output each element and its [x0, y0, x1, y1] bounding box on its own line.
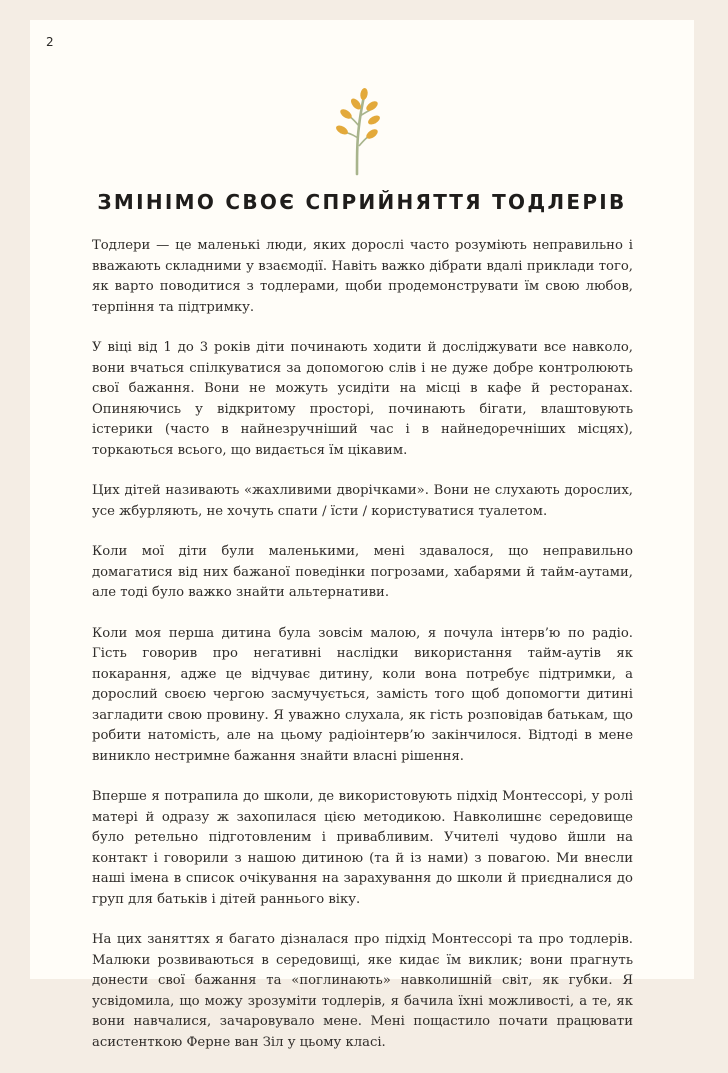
page-title: ЗМІНІМО СВОЄ СПРИЙНЯТТЯ ТОДЛЕРІВ — [97, 190, 627, 214]
paragraph: Коли моя перша дитина була зовсім малою, я почула інтерв’ю по радіо. Гість говорив про негативні наслідки використання тайм-аутів як покарання, адже це відчуває дитину, коли вона потребує підтримки, а дорослий своєю чергою засмучується, замість того щоб допомогти дитині загладити свою провину. Я уважно слухала, як гість розповідав батькам, що робити натомість, але на цьому радіоінтерв’ю закінчилося. Відтоді в мене виникло нестримне бажання знайти власні рішення. — [92, 625, 633, 764]
paragraph: У віці від 1 до 3 років діти починають ходити й досліджувати все навколо, вони вчаться спілкуватися за допомогою слів і не дуже добре контролюють свої бажання. Вони не можуть усидіти на місці в кафе й ресторанах. Опиняючись у відкритому просторі, починають бігати, влаштовують істерики (часто в найнезручніший час і в найнедоречніших місцях), торкаються всього, що видається їм цікавим. — [92, 340, 633, 458]
paragraph: Тодлери — це маленькі люди, яких дорослі часто розуміють неправильно і вважають складними у взаємодії. Навіть важко дібрати вдалі приклади того, як варто поводитися з тодлерами, щоби продемонструвати їм свою любов, терпіння та підтримку. — [92, 238, 633, 315]
paragraph: На цих заняттях я багато дізналася про підхід Монтессорі та про тодлерів. Малюки розвиваються в середовищі, яке кидає їм виклик; вони прагнуть донести свої бажання та «поглинають» навколишній світ, як губки. Я усвідомила, що можу зрозуміти тодлерів, я бачила їхні можливості, а те, як вони навчалися, зачаровувало мене. Мені пощастило почати працювати асистенткою Ферне ван Зіл у цьому класі. — [92, 932, 633, 1050]
paragraph: Коли мої діти були маленькими, мені здавалося, що неправильно домагатися від них бажаної поведінки погрозами, хабарями й тайм-аутами, але тоді було важко знайти альтернативи. — [92, 544, 633, 600]
paragraph: Цих дітей називають «жахливими дворічками». Вони не слухають дорослих, усе жбурляють, не хочуть спати / їсти / користуватися туалетом. — [92, 483, 633, 519]
book-page — [30, 20, 694, 1050]
paragraph: Вперше я потрапила до школи, де використовують підхід Монтессорі, у ролі матері й одразу ж захопилася цією методикою. Навколишнє середовище було ретельно підготовленим і привабливим. Учителі чудово йшли на контакт і говорили з нашою дитиною (та й із нами) з повагою. Ми внесли наші імена в список очікування на зарахування до школи й приєдналися до груп для батьків і дітей раннього віку. — [92, 789, 633, 907]
sprig-icon — [326, 86, 390, 176]
page-number: 2 — [46, 35, 54, 49]
body-text — [92, 236, 633, 1073]
